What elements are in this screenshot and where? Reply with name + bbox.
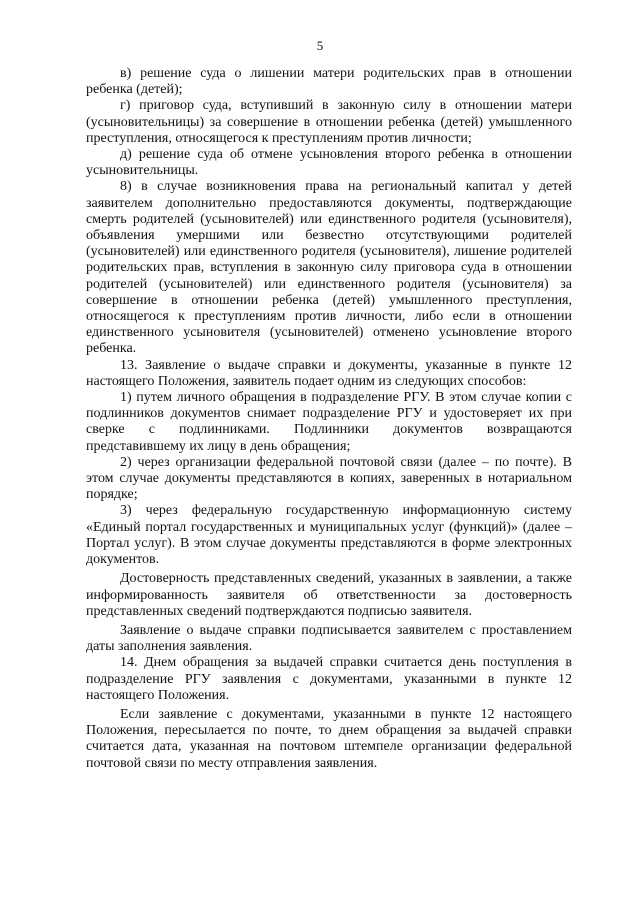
- paragraph-reliability: Достоверность представленных сведений, указанных в заявлении, а также информированность заявителя об ответственности за достоверность представленных сведений подтверждаются подписью заявителя.: [86, 571, 572, 619]
- document-body: [86, 66, 572, 772]
- paragraph-clause-14: 14. Днем обращения за выдачей справки считается день поступления в подразделение РГУ заявления с документами, указанными в пункте 12 настоящего Положения.: [86, 655, 572, 703]
- page-number: 5: [316, 38, 324, 53]
- paragraph-g: г) приговор суда, вступивший в законную силу в отношении матери (усыновительницы) за совершение в отношении ребенка (детей) умышленного преступления, относящегося к преступлениям против личности;: [86, 98, 572, 146]
- paragraph-method-2: 2) через организации федеральной почтовой связи (далее – по почте). В этом случае документы представляются в копиях, заверенных в нотариальном порядке;: [86, 454, 572, 503]
- paragraph-postal-date: Если заявление с документами, указанными в пункте 12 настоящего Положения, пересылается по почте, то днем обращения за выдачей справки считается дата, указанная на почтовом штемпеле организации федеральной почтовой связи по месту отправления заявления.: [86, 706, 572, 771]
- paragraph-v: в) решение суда о лишении матери родительских прав в отношении ребенка (детей);: [86, 66, 572, 98]
- paragraph-signature: Заявление о выдаче справки подписывается заявителем с проставлением даты заполнения заявления.: [86, 622, 572, 655]
- paragraph-method-1: 1) путем личного обращения в подразделение РГУ. В этом случае копии с подлинников документов снимает подразделение РГУ и удостоверяет их при сверке с подлинниками. Подлинники документов возвращаются представившему их лицу в день обращения;: [86, 390, 572, 454]
- paragraph-method-3: 3) через федеральную государственную информационную систему «Единый портал государственных и муниципальных услуг (функций)» (далее – Портал услуг). В этом случае документы представляются в форме электронных документов.: [86, 503, 572, 568]
- paragraph-item-8: 8) в случае возникновения права на региональный капитал у детей заявителем дополнительно предоставляются документы, подтверждающие смерть родителей (усыновителей) или единственного родителя (усыновителя), объявления умершими или безвестно отсутствующими родителей (усыновителей) или единственного родителя (усыновителя), лишение родителей родительских прав, вступления в законную силу приговора суда в отношении родителей (усыновителей) или единственного родителя (усыновителя) за совершение в отношении ребенка (детей) умышленного преступления, относящегося к преступлениям против личности, либо если в отношении единственного усыновителя (усыновителей) отменено усыновление второго ребенка.: [86, 179, 572, 357]
- paragraph-d: д) решение суда об отмене усыновления второго ребенка в отношении усыновительницы.: [86, 147, 572, 179]
- paragraph-clause-13: 13. Заявление о выдаче справки и документы, указанные в пункте 12 настоящего Положения, заявитель подает одним из следующих способов:: [86, 357, 572, 389]
